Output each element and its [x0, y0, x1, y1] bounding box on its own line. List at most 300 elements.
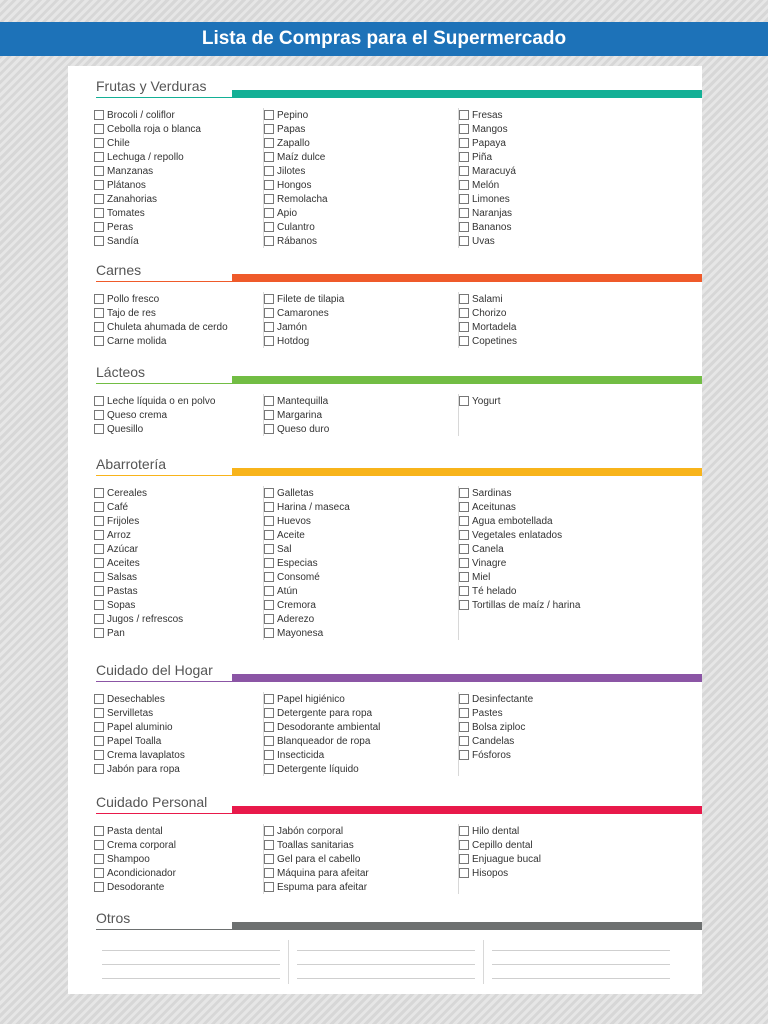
checkbox[interactable]	[264, 110, 274, 120]
checklist-item[interactable]	[459, 692, 653, 706]
checkbox[interactable]	[264, 124, 274, 134]
item-label: Detergente para ropa	[277, 707, 373, 719]
checkbox[interactable]	[94, 488, 104, 498]
checklist-item[interactable]	[264, 570, 458, 584]
checklist-item[interactable]	[459, 108, 653, 122]
checklist-item[interactable]	[94, 394, 263, 408]
checklist-item[interactable]	[94, 584, 263, 598]
blank-lines-column	[483, 940, 678, 984]
checklist-item[interactable]	[264, 824, 458, 838]
checklist-item[interactable]	[94, 500, 263, 514]
item-label: Aceite	[277, 529, 305, 541]
item-column	[68, 692, 263, 776]
write-in-line[interactable]	[102, 964, 280, 965]
checklist-item[interactable]	[94, 570, 263, 584]
item-label: Plátanos	[107, 179, 146, 191]
checklist-item[interactable]	[94, 762, 263, 776]
checkbox[interactable]	[459, 180, 469, 190]
checklist-item[interactable]	[94, 234, 263, 248]
checkbox[interactable]	[94, 194, 104, 204]
checklist-item[interactable]	[94, 852, 263, 866]
checkbox[interactable]	[264, 336, 274, 346]
checkbox[interactable]	[94, 868, 104, 878]
checkbox[interactable]	[459, 110, 469, 120]
checklist-item[interactable]	[459, 500, 653, 514]
checklist-item[interactable]	[459, 598, 653, 612]
checkbox[interactable]	[94, 236, 104, 246]
item-column	[263, 394, 458, 436]
item-label: Canela	[472, 543, 504, 555]
checkbox[interactable]	[459, 854, 469, 864]
item-label: Pollo fresco	[107, 293, 160, 305]
checklist-item[interactable]	[459, 136, 653, 150]
checkbox[interactable]	[264, 628, 274, 638]
checkbox[interactable]	[264, 424, 274, 434]
checklist-item[interactable]	[459, 234, 653, 248]
checkbox[interactable]	[459, 294, 469, 304]
checkbox[interactable]	[94, 614, 104, 624]
checklist-item[interactable]	[459, 866, 653, 880]
checklist-item[interactable]	[264, 514, 458, 528]
checkbox[interactable]	[264, 516, 274, 526]
checklist-item[interactable]	[264, 734, 458, 748]
checkbox[interactable]	[264, 750, 274, 760]
checklist-item[interactable]	[459, 720, 653, 734]
item-label: Detergente líquido	[277, 763, 359, 775]
checkbox[interactable]	[94, 222, 104, 232]
item-label: Espuma para afeitar	[277, 881, 368, 893]
checkbox[interactable]	[459, 396, 469, 406]
checklist-item[interactable]	[94, 178, 263, 192]
checkbox[interactable]	[459, 840, 469, 850]
checkbox[interactable]	[94, 294, 104, 304]
checkbox[interactable]	[459, 544, 469, 554]
item-label: Sardinas	[472, 487, 512, 499]
checklist-item[interactable]	[264, 192, 458, 206]
item-columns	[68, 486, 702, 640]
item-label: Papel Toalla	[107, 735, 162, 747]
item-label: Mantequilla	[277, 395, 329, 407]
checkbox[interactable]	[459, 530, 469, 540]
item-label: Desodorante ambiental	[277, 721, 381, 733]
checklist-item[interactable]	[459, 164, 653, 178]
checklist-item[interactable]	[459, 748, 653, 762]
item-label: Té helado	[472, 585, 517, 597]
checkbox[interactable]	[264, 294, 274, 304]
checklist-item[interactable]	[264, 626, 458, 640]
item-label: Maracuyá	[472, 165, 516, 177]
checkbox[interactable]	[264, 708, 274, 718]
checklist-item[interactable]	[264, 866, 458, 880]
checklist-item[interactable]	[264, 164, 458, 178]
checklist-item[interactable]	[264, 838, 458, 852]
checkbox[interactable]	[459, 336, 469, 346]
checkbox[interactable]	[94, 840, 104, 850]
section-color-bar	[232, 468, 702, 476]
checkbox[interactable]	[94, 308, 104, 318]
checklist-item[interactable]	[264, 762, 458, 776]
checkbox[interactable]	[94, 124, 104, 134]
checklist-item[interactable]	[94, 556, 263, 570]
item-columns	[68, 824, 702, 894]
checklist-item[interactable]	[94, 748, 263, 762]
item-column	[458, 824, 653, 894]
checklist-item[interactable]	[459, 192, 653, 206]
item-label: Chorizo	[472, 307, 507, 319]
checklist-item[interactable]	[264, 408, 458, 422]
checklist-item[interactable]	[264, 486, 458, 500]
write-in-line[interactable]	[102, 950, 280, 951]
checklist-item[interactable]	[94, 612, 263, 626]
checklist-item[interactable]	[459, 178, 653, 192]
checkbox[interactable]	[94, 854, 104, 864]
item-label: Café	[107, 501, 129, 513]
checkbox[interactable]	[459, 166, 469, 176]
item-column	[68, 486, 263, 640]
section-underline	[96, 281, 232, 282]
checkbox[interactable]	[264, 530, 274, 540]
checkbox[interactable]	[94, 736, 104, 746]
checkbox[interactable]	[459, 516, 469, 526]
section-header	[68, 650, 702, 686]
checkbox[interactable]	[264, 544, 274, 554]
checklist-item[interactable]	[459, 528, 653, 542]
checkbox[interactable]	[459, 826, 469, 836]
checkbox[interactable]	[264, 410, 274, 420]
checklist-item[interactable]	[94, 334, 263, 348]
checkbox[interactable]	[264, 868, 274, 878]
checkbox[interactable]	[94, 708, 104, 718]
checkbox[interactable]	[94, 180, 104, 190]
checkbox[interactable]	[264, 236, 274, 246]
checklist-item[interactable]	[94, 598, 263, 612]
checklist-item[interactable]	[264, 122, 458, 136]
checkbox[interactable]	[459, 194, 469, 204]
checkbox[interactable]	[459, 558, 469, 568]
item-label: Cebolla roja o blanca	[107, 123, 201, 135]
checklist-item[interactable]	[264, 136, 458, 150]
checkbox[interactable]	[264, 614, 274, 624]
item-column	[458, 394, 653, 436]
checklist-item[interactable]	[94, 320, 263, 334]
checkbox[interactable]	[264, 502, 274, 512]
item-column	[458, 692, 653, 776]
checklist-item[interactable]	[94, 150, 263, 164]
checklist-item[interactable]	[94, 306, 263, 320]
checkbox[interactable]	[264, 152, 274, 162]
checkbox[interactable]	[459, 138, 469, 148]
checkbox[interactable]	[94, 826, 104, 836]
checkbox[interactable]	[94, 586, 104, 596]
checklist-item[interactable]	[459, 556, 653, 570]
checklist-item[interactable]	[459, 150, 653, 164]
section-underline	[96, 681, 232, 682]
checklist-item[interactable]	[264, 692, 458, 706]
checklist-item[interactable]	[94, 838, 263, 852]
checklist-item[interactable]	[94, 692, 263, 706]
item-label: Carne molida	[107, 335, 167, 347]
section-cuidado-del-hogar	[68, 650, 702, 775]
checklist-item[interactable]	[94, 292, 263, 306]
checklist-item[interactable]	[94, 734, 263, 748]
checklist-item[interactable]	[264, 556, 458, 570]
checkbox[interactable]	[264, 488, 274, 498]
item-label: Remolacha	[277, 193, 328, 205]
checklist-item[interactable]	[264, 542, 458, 556]
section-otros	[68, 898, 702, 934]
checklist-item[interactable]	[264, 612, 458, 626]
checkbox[interactable]	[264, 208, 274, 218]
checklist-item[interactable]	[94, 824, 263, 838]
checkbox[interactable]	[264, 322, 274, 332]
item-label: Jabón para ropa	[107, 763, 180, 775]
checklist-item[interactable]	[94, 514, 263, 528]
checkbox[interactable]	[94, 544, 104, 554]
checklist-item[interactable]	[94, 164, 263, 178]
checkbox[interactable]	[264, 558, 274, 568]
write-in-line[interactable]	[297, 978, 475, 979]
checkbox[interactable]	[264, 600, 274, 610]
checklist-item[interactable]	[94, 122, 263, 136]
checklist-item[interactable]	[459, 824, 653, 838]
checklist-item[interactable]	[459, 570, 653, 584]
checkbox[interactable]	[264, 194, 274, 204]
checklist-item[interactable]	[264, 320, 458, 334]
checklist-item[interactable]	[94, 408, 263, 422]
checklist-item[interactable]	[264, 584, 458, 598]
checklist-item[interactable]	[459, 206, 653, 220]
item-label: Gel para el cabello	[277, 853, 361, 865]
write-in-line[interactable]	[492, 978, 670, 979]
checkbox[interactable]	[264, 764, 274, 774]
blank-lines-column	[68, 940, 288, 984]
checkbox[interactable]	[459, 722, 469, 732]
item-label: Fresas	[472, 109, 503, 121]
item-columns	[68, 292, 702, 348]
checkbox[interactable]	[94, 110, 104, 120]
checkbox[interactable]	[94, 628, 104, 638]
checklist-item[interactable]	[264, 234, 458, 248]
checkbox[interactable]	[264, 396, 274, 406]
checklist-item[interactable]	[264, 220, 458, 234]
checkbox[interactable]	[459, 600, 469, 610]
checklist-item[interactable]	[264, 150, 458, 164]
checkbox[interactable]	[94, 138, 104, 148]
checkbox[interactable]	[264, 736, 274, 746]
item-label: Harina / maseca	[277, 501, 350, 513]
checklist-item[interactable]	[94, 422, 263, 436]
checkbox[interactable]	[459, 736, 469, 746]
checklist-item[interactable]	[264, 720, 458, 734]
checklist-item[interactable]	[459, 852, 653, 866]
checklist-item[interactable]	[459, 306, 653, 320]
checkbox[interactable]	[459, 708, 469, 718]
checklist-item[interactable]	[94, 192, 263, 206]
write-in-line[interactable]	[492, 950, 670, 951]
checklist-item[interactable]	[94, 220, 263, 234]
checklist-item[interactable]	[264, 334, 458, 348]
item-label: Mayonesa	[277, 627, 324, 639]
checkbox[interactable]	[94, 750, 104, 760]
checklist-item[interactable]	[459, 320, 653, 334]
checkbox[interactable]	[94, 502, 104, 512]
write-in-line[interactable]	[492, 964, 670, 965]
checkbox[interactable]	[264, 826, 274, 836]
checkbox[interactable]	[94, 152, 104, 162]
checklist-item[interactable]	[459, 706, 653, 720]
checkbox[interactable]	[264, 722, 274, 732]
write-in-line[interactable]	[297, 950, 475, 951]
checklist-item[interactable]	[264, 206, 458, 220]
item-label: Tortillas de maíz / harina	[472, 599, 581, 611]
item-column	[263, 108, 458, 248]
section-abarroteria	[68, 444, 702, 639]
checkbox[interactable]	[264, 166, 274, 176]
checklist-item[interactable]	[264, 598, 458, 612]
checkbox[interactable]	[264, 694, 274, 704]
checkbox[interactable]	[459, 572, 469, 582]
checkbox[interactable]	[264, 572, 274, 582]
checkbox[interactable]	[459, 868, 469, 878]
checklist-item[interactable]	[94, 866, 263, 880]
item-label: Queso crema	[107, 409, 168, 421]
checklist-item[interactable]	[264, 528, 458, 542]
checkbox[interactable]	[264, 840, 274, 850]
checkbox[interactable]	[94, 516, 104, 526]
checklist-item[interactable]	[264, 306, 458, 320]
checkbox[interactable]	[264, 586, 274, 596]
checklist-item[interactable]	[459, 220, 653, 234]
checklist-item[interactable]	[94, 880, 263, 894]
checkbox[interactable]	[459, 586, 469, 596]
checkbox[interactable]	[94, 572, 104, 582]
checklist-item[interactable]	[94, 542, 263, 556]
checklist-item[interactable]	[264, 706, 458, 720]
item-label: Mortadela	[472, 321, 517, 333]
checklist-item[interactable]	[264, 422, 458, 436]
checklist-item[interactable]	[459, 394, 653, 408]
section-title: Otros	[96, 910, 131, 926]
checkbox[interactable]	[94, 424, 104, 434]
checkbox[interactable]	[264, 222, 274, 232]
checkbox[interactable]	[459, 750, 469, 760]
checklist-item[interactable]	[459, 584, 653, 598]
checkbox[interactable]	[459, 208, 469, 218]
checkbox[interactable]	[94, 336, 104, 346]
checkbox[interactable]	[459, 322, 469, 332]
section-title: Frutas y Verduras	[96, 78, 207, 94]
checklist-item[interactable]	[459, 292, 653, 306]
checkbox[interactable]	[459, 694, 469, 704]
checkbox[interactable]	[264, 138, 274, 148]
checkbox[interactable]	[94, 322, 104, 332]
section-frutas-y-verduras	[68, 66, 702, 247]
checklist-item[interactable]	[459, 514, 653, 528]
checklist-item[interactable]	[94, 626, 263, 640]
checklist-item[interactable]	[459, 734, 653, 748]
item-label: Camarones	[277, 307, 329, 319]
checkbox[interactable]	[94, 764, 104, 774]
checklist-item[interactable]	[94, 108, 263, 122]
checkbox[interactable]	[94, 530, 104, 540]
checkbox[interactable]	[94, 722, 104, 732]
section-header	[68, 444, 702, 480]
section-header	[68, 898, 702, 934]
section-header	[68, 352, 702, 388]
item-label: Manzanas	[107, 165, 154, 177]
write-in-line[interactable]	[297, 964, 475, 965]
checklist-item[interactable]	[459, 334, 653, 348]
checkbox[interactable]	[264, 308, 274, 318]
item-label: Desodorante	[107, 881, 165, 893]
checkbox[interactable]	[264, 882, 274, 892]
checkbox[interactable]	[94, 410, 104, 420]
item-label: Sandía	[107, 235, 139, 247]
checkbox[interactable]	[459, 488, 469, 498]
section-title: Lácteos	[96, 364, 146, 380]
item-column	[263, 824, 458, 894]
item-label: Yogurt	[472, 395, 501, 407]
item-label: Papel aluminio	[107, 721, 173, 733]
checkbox[interactable]	[459, 236, 469, 246]
item-label: Insecticida	[277, 749, 325, 761]
item-label: Azúcar	[107, 543, 139, 555]
item-label: Quesillo	[107, 423, 144, 435]
checklist-item[interactable]	[264, 108, 458, 122]
checkbox[interactable]	[264, 854, 274, 864]
checklist-item[interactable]	[459, 122, 653, 136]
item-label: Papel higiénico	[277, 693, 345, 705]
checklist-item[interactable]	[264, 880, 458, 894]
checklist-item[interactable]	[264, 394, 458, 408]
checklist-item[interactable]	[94, 206, 263, 220]
section-underline	[96, 813, 232, 814]
checkbox[interactable]	[94, 882, 104, 892]
checkbox[interactable]	[94, 396, 104, 406]
checkbox[interactable]	[94, 208, 104, 218]
checkbox[interactable]	[94, 600, 104, 610]
checklist-item[interactable]	[459, 486, 653, 500]
checkbox[interactable]	[459, 222, 469, 232]
checklist-item[interactable]	[94, 720, 263, 734]
item-column	[458, 292, 653, 348]
checklist-item[interactable]	[264, 500, 458, 514]
checklist-item[interactable]	[264, 292, 458, 306]
write-in-line[interactable]	[102, 978, 280, 979]
checklist-item[interactable]	[94, 486, 263, 500]
checklist-item[interactable]	[264, 178, 458, 192]
checklist-item[interactable]	[94, 706, 263, 720]
checklist-item[interactable]	[264, 852, 458, 866]
item-label: Brocoli / coliflor	[107, 109, 175, 121]
checkbox[interactable]	[459, 308, 469, 318]
checklist-item[interactable]	[459, 838, 653, 852]
checklist-item[interactable]	[459, 542, 653, 556]
checklist-item[interactable]	[94, 528, 263, 542]
checkbox[interactable]	[459, 152, 469, 162]
item-label: Zapallo	[277, 137, 310, 149]
checkbox[interactable]	[94, 558, 104, 568]
checkbox[interactable]	[459, 124, 469, 134]
item-column	[68, 108, 263, 248]
checklist-item[interactable]	[94, 136, 263, 150]
checklist-item[interactable]	[264, 748, 458, 762]
item-label: Desinfectante	[472, 693, 534, 705]
checkbox[interactable]	[459, 502, 469, 512]
checkbox[interactable]	[94, 694, 104, 704]
checkbox[interactable]	[94, 166, 104, 176]
checkbox[interactable]	[264, 180, 274, 190]
